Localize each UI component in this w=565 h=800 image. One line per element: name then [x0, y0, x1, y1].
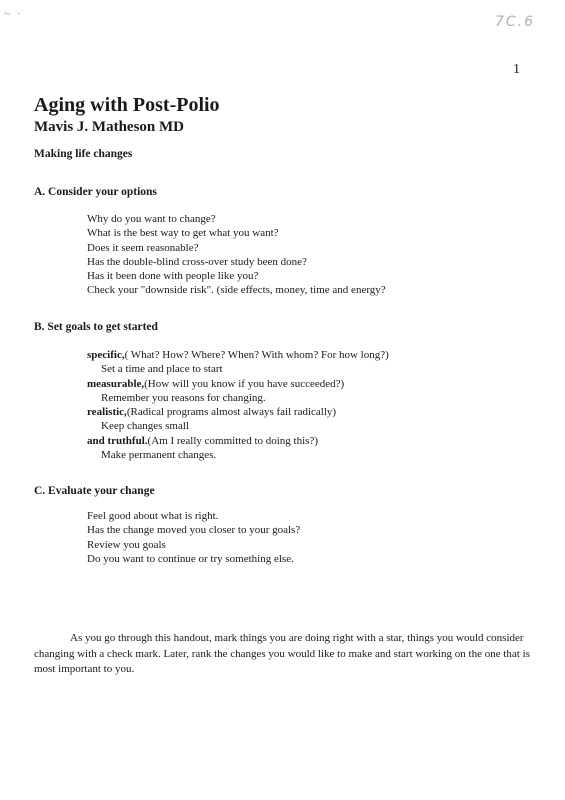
- section-b-heading: B. Set goals to get started: [34, 321, 158, 333]
- section-b-list: [87, 348, 389, 462]
- list-item: Has the double-blind cross-over study been done?: [87, 255, 307, 268]
- goal-line-realistic: [87, 405, 389, 419]
- goal-keyword: specific,: [87, 349, 125, 361]
- document-title: Aging with Post-Polio: [34, 94, 220, 116]
- closing-paragraph: As you go through this handout, mark things you are doing right with a star, things you would consider changing with a check mark. Later, rank the changes you would like to make and start working on the one that is most important to you.: [34, 632, 530, 675]
- section-a-list: [87, 212, 386, 298]
- goal-keyword: realistic,: [87, 406, 127, 419]
- goal-line-measurable: [87, 377, 389, 391]
- goal-note: Remember you reasons for changing.: [101, 391, 266, 404]
- list-item: Check your "downside risk". (side effects, money, time and energy?: [87, 284, 386, 297]
- goal-line-truthful: [87, 434, 389, 448]
- document-subtitle: Making life changes: [34, 148, 133, 160]
- goal-note: Make permanent changes.: [101, 449, 217, 462]
- goal-note: Keep changes small: [101, 420, 189, 433]
- goal-detail: (Am I really committed to doing this?): [147, 434, 318, 447]
- list-item: Does it seem reasonable?: [87, 241, 199, 254]
- document-author: Mavis J. Matheson MD: [34, 119, 184, 135]
- goal-keyword: measurable,: [87, 377, 145, 390]
- list-item: What is the best way to get what you want?: [87, 227, 279, 240]
- list-item: Why do you want to change?: [87, 213, 216, 225]
- section-a-heading: A. Consider your options: [34, 186, 157, 198]
- list-item: Review you goals: [87, 538, 166, 551]
- section-c-list: [87, 509, 300, 566]
- section-c-heading: C. Evaluate your change: [34, 485, 155, 497]
- goal-detail: ( What? How? Where? When? With whom? For how long?): [124, 349, 389, 361]
- corner-mark: ~ ·: [4, 8, 23, 20]
- goal-note: Set a time and place to start: [101, 363, 223, 376]
- list-item: Feel good about what is right.: [87, 510, 219, 522]
- goal-keyword: and truthful.: [87, 434, 148, 447]
- goal-line-specific: [87, 348, 389, 362]
- goal-detail: (Radical programs almost always fail radically): [126, 406, 337, 419]
- page-number: 1: [513, 62, 520, 77]
- list-item: Has the change moved you closer to your goals?: [87, 524, 301, 537]
- goal-detail: (How will you know if you have succeeded?): [144, 377, 345, 390]
- handwritten-note: 7C.6: [494, 14, 535, 30]
- list-item: Has it been done with people like you?: [87, 270, 259, 283]
- list-item: Do you want to continue or try something else.: [87, 552, 294, 565]
